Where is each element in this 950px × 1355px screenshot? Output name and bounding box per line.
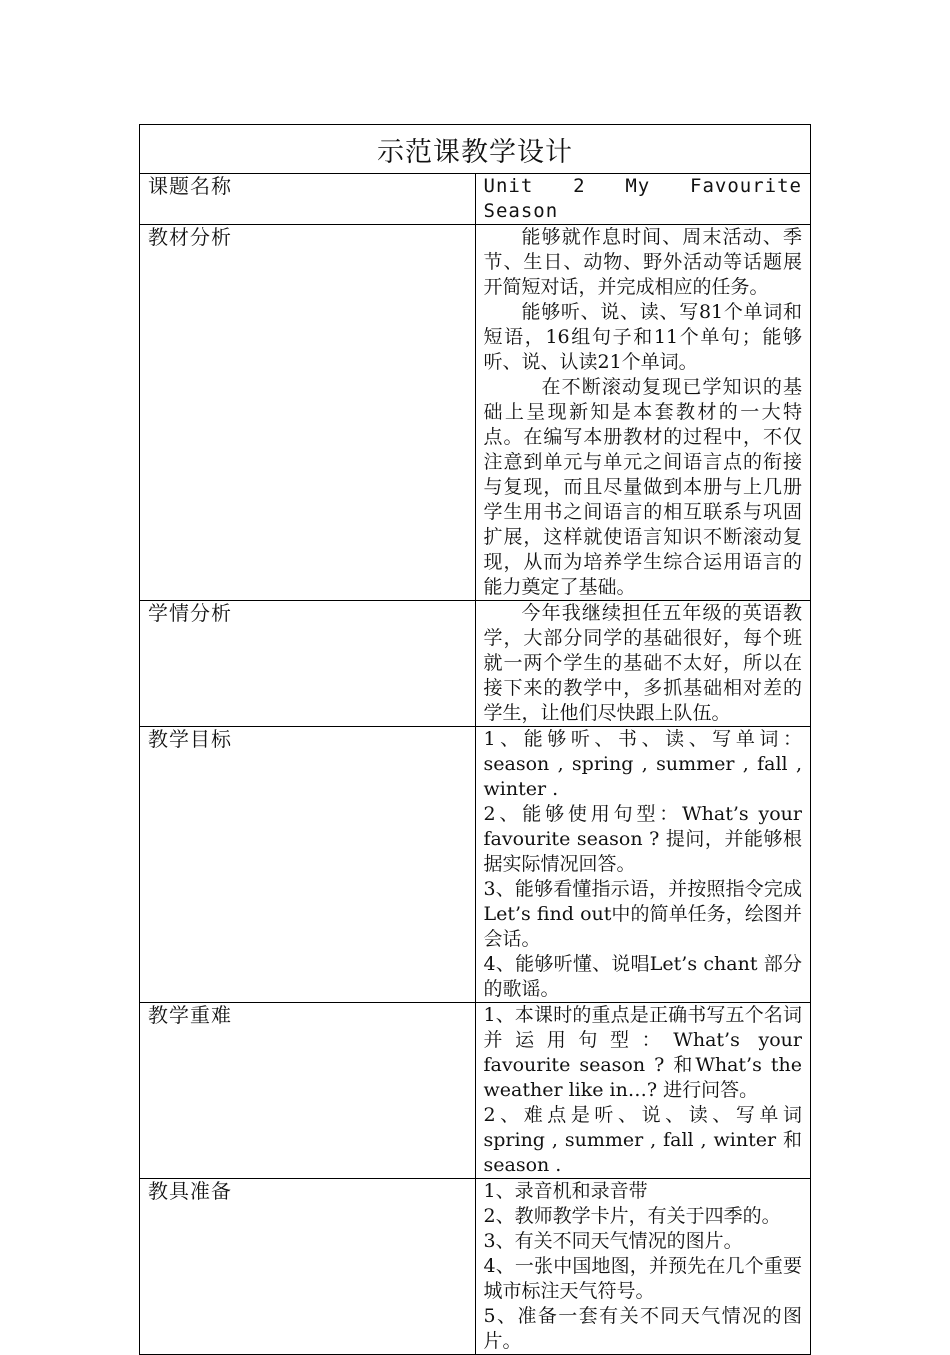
prep-item: 1、录音机和录音带 (483, 1180, 648, 1202)
document-title: 示范课教学设计 (140, 125, 811, 174)
keypoints-row (140, 1003, 811, 1179)
goals-label: 教学目标 (140, 727, 476, 1003)
lesson-design-table (139, 124, 811, 1355)
goals-content (475, 727, 811, 1003)
topic-row (140, 174, 811, 225)
keypoint-item: 1、本课时的重点是正确书写五个名词并运用句型：What’s your favourite season ? 和What’s the weather like in…? 进行问答。 (483, 1004, 802, 1101)
keypoint-item: 2、难点是听、说、读、写单词spring , summer , fall , winter 和season . (483, 1104, 802, 1176)
goal-item: 2、能够使用句型：What’s your favourite season ? 提问，并能够根据实际情况回答。 (483, 803, 802, 875)
material-row (140, 225, 811, 601)
goal-item: 3、能够看懂指示语，并按照指令完成Let’s find out中的简单任务，绘图并会话。 (483, 878, 802, 950)
goal-item: 1、能够听、书、读、写单词：season , spring , summer , fall , winter . (483, 728, 802, 800)
keypoints-label: 教学重难 (140, 1003, 476, 1179)
prep-row (140, 1179, 811, 1355)
students-content (475, 601, 811, 727)
material-paragraph: 在不断滚动复现已学知识的基础上呈现新知是本套教材的一大特点。在编写本册教材的过程中，不仅注意到单元与单元之间语言点的衔接与复现，而且尽量做到本册与上几册学生用书之间语言的相互联系与巩固扩展，这样就使语言知识不断滚动复现，从而为培养学生综合运用语言的能力奠定了基础。 (483, 376, 802, 598)
prep-content (475, 1179, 811, 1355)
students-paragraph: 今年我继续担任五年级的英语教学，大部分同学的基础很好，每个班就一两个学生的基础不太好，所以在接下来的教学中，多抓基础相对差的学生，让他们尽快跟上队伍。 (483, 602, 802, 724)
title-row (140, 125, 811, 174)
prep-label: 教具准备 (140, 1179, 476, 1355)
material-content (475, 225, 811, 601)
prep-item: 4、一张中国地图，并预先在几个重要城市标注天气符号。 (483, 1255, 802, 1302)
prep-item: 3、有关不同天气情况的图片。 (483, 1230, 743, 1252)
keypoints-content (475, 1003, 811, 1179)
goals-row (140, 727, 811, 1003)
material-label: 教材分析 (140, 225, 476, 601)
material-paragraph: 能够听、说、读、写81个单词和短语，16组句子和11个单句；能够听、说、认读21个单词。 (483, 301, 802, 373)
topic-label: 课题名称 (140, 174, 476, 225)
topic-value: Unit 2 My Favourite Season (475, 174, 811, 225)
prep-item: 2、教师教学卡片，有关于四季的。 (483, 1205, 781, 1227)
material-paragraph: 能够就作息时间、周末活动、季节、生日、动物、野外活动等话题展开简短对话，并完成相应的任务。 (483, 226, 802, 298)
students-row (140, 601, 811, 727)
prep-item: 5、准备一套有关不同天气情况的图片。 (483, 1305, 802, 1352)
goal-item: 4、能够听懂、说唱Let’s chant 部分的歌谣。 (483, 953, 802, 1000)
students-label: 学情分析 (140, 601, 476, 727)
